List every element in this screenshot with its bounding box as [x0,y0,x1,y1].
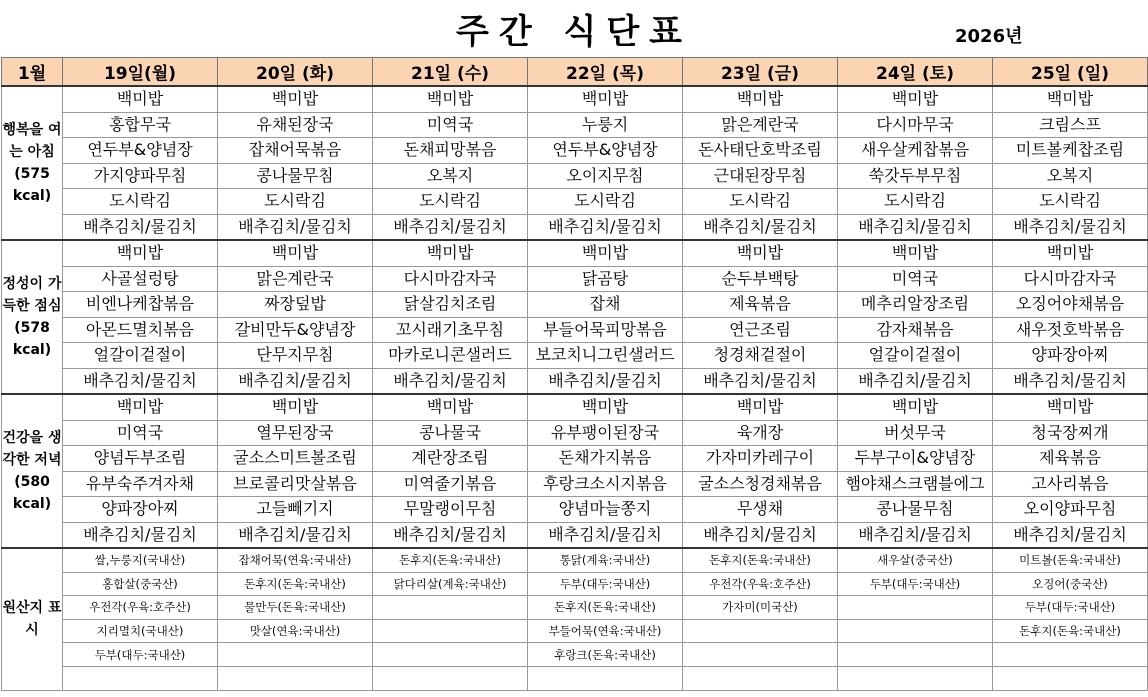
origin-item [838,619,993,643]
origin-item [218,666,373,690]
menu-item: 메추리알장조림 [838,292,993,318]
menu-item: 브로콜리맛살볶음 [218,471,373,497]
menu-item: 백미밥 [218,86,373,112]
menu-item: 돈사태단호박조림 [683,138,838,164]
menu-item: 연근조림 [683,317,838,343]
page-title: 주간 식단표 [455,12,693,52]
meal-row [2,471,1148,497]
day-header: 25일 (일) [993,58,1148,87]
menu-item: 유부숙주겨자채 [63,471,218,497]
menu-item: 유부팽이된장국 [528,420,683,446]
menu-item: 아몬드멸치볶음 [63,317,218,343]
menu-item: 오복지 [373,163,528,189]
origin-row [2,666,1148,690]
menu-item: 계란장조림 [373,446,528,472]
menu-item: 배추김치/물김치 [63,522,218,548]
menu-item: 도시락김 [373,189,528,215]
origin-item: 우전각(우육:호주산) [63,596,218,620]
meal-row [2,420,1148,446]
origin-item [63,666,218,690]
menu-item: 쑥갓두부무침 [838,163,993,189]
menu-item: 후랑크소시지볶음 [528,471,683,497]
day-header: 21일 (수) [373,58,528,87]
menu-item: 닭살김치조림 [373,292,528,318]
meal-row [2,446,1148,472]
menu-item: 배추김치/물김치 [373,522,528,548]
origin-item: 지리멸치(국내산) [63,619,218,643]
menu-item: 백미밥 [528,394,683,420]
menu-item: 연두부&양념장 [63,138,218,164]
origin-item: 쌀,누룽지(국내산) [63,548,218,572]
menu-item: 배추김치/물김치 [683,214,838,240]
origin-item: 부들어묵(연육:국내산) [528,619,683,643]
origin-item: 미트볼(돈육:국내산) [993,548,1148,572]
menu-item: 도시락김 [993,189,1148,215]
origin-item [373,666,528,690]
menu-item: 배추김치/물김치 [63,368,218,394]
menu-item: 다시마감자국 [993,266,1148,292]
menu-item: 단무지무침 [218,343,373,369]
meal-row [2,522,1148,548]
origin-item [683,643,838,667]
menu-item: 백미밥 [373,240,528,266]
meal-row [2,497,1148,523]
origin-item: 후랑크(돈육:국내산) [528,643,683,667]
title-bar [0,0,1148,57]
menu-table [1,57,1148,691]
day-header: 23일 (금) [683,58,838,87]
menu-item: 배추김치/물김치 [838,522,993,548]
meal-row [2,138,1148,164]
menu-item: 백미밥 [528,86,683,112]
menu-item: 얼갈이겉절이 [838,343,993,369]
menu-item: 육개장 [683,420,838,446]
meal-row [2,86,1148,112]
origin-item [683,666,838,690]
menu-item: 배추김치/물김치 [683,522,838,548]
origin-item: 돈후지(돈육:국내산) [528,596,683,620]
menu-item: 비엔나케찹볶음 [63,292,218,318]
origin-item: 우전각(우육:호주산) [683,572,838,596]
menu-item: 양파장아찌 [63,497,218,523]
menu-item: 다시마무국 [838,112,993,138]
menu-item: 배추김치/물김치 [838,214,993,240]
menu-item: 배추김치/물김치 [993,522,1148,548]
menu-item: 오이지무침 [528,163,683,189]
day-header: 19일(월) [63,58,218,87]
menu-item: 무생채 [683,497,838,523]
menu-item: 배추김치/물김치 [993,214,1148,240]
origin-item: 돈후지(돈육:국내산) [993,619,1148,643]
origin-item: 돈후지(돈육:국내산) [373,548,528,572]
menu-item: 오징어야채볶음 [993,292,1148,318]
menu-item: 연두부&양념장 [528,138,683,164]
meal-row [2,317,1148,343]
menu-item: 배추김치/물김치 [63,214,218,240]
menu-item: 백미밥 [63,86,218,112]
menu-item: 배추김치/물김치 [528,214,683,240]
origin-row [2,619,1148,643]
menu-item: 돈채피망볶음 [373,138,528,164]
menu-item: 콩나물무침 [838,497,993,523]
menu-item: 양념두부조림 [63,446,218,472]
menu-item: 배추김치/물김치 [528,368,683,394]
menu-item: 가자미카레구이 [683,446,838,472]
menu-item: 백미밥 [683,240,838,266]
day-header: 24일 (토) [838,58,993,87]
menu-item: 백미밥 [63,240,218,266]
menu-item: 굴소스미트볼조림 [218,446,373,472]
origin-item: 닭다리살(계육:국내산) [373,572,528,596]
menu-item: 꼬시래기초무침 [373,317,528,343]
menu-item: 마카로니콘샐러드 [373,343,528,369]
menu-item: 콩나물무침 [218,163,373,189]
origin-item [993,666,1148,690]
menu-item: 양파장아찌 [993,343,1148,369]
menu-item: 배추김치/물김치 [373,214,528,240]
menu-item: 백미밥 [218,240,373,266]
menu-item: 백미밥 [993,240,1148,266]
menu-item: 백미밥 [683,394,838,420]
menu-item: 청국장찌개 [993,420,1148,446]
origin-item: 맛살(연육:국내산) [218,619,373,643]
menu-item: 오이양파무침 [993,497,1148,523]
origin-item: 돈후지(돈육:국내산) [218,572,373,596]
origin-item [838,666,993,690]
origin-item: 가자미(미국산) [683,596,838,620]
menu-item: 두부구이&양념장 [838,446,993,472]
menu-item: 제육볶음 [683,292,838,318]
origin-row [2,643,1148,667]
menu-item: 오복지 [993,163,1148,189]
origin-item: 통닭(계육:국내산) [528,548,683,572]
menu-item: 배추김치/물김치 [993,368,1148,394]
meal-label: 행복을 여는 아침 (575 kcal) [2,86,63,240]
origin-item: 두부(대두:국내산) [63,643,218,667]
meal-row [2,292,1148,318]
menu-item: 얼갈이겉절이 [63,343,218,369]
menu-item: 짜장덮밥 [218,292,373,318]
menu-item: 백미밥 [373,86,528,112]
origin-item: 홍합살(중국산) [63,572,218,596]
menu-item: 크림스프 [993,112,1148,138]
menu-item: 맑은계란국 [683,112,838,138]
day-header: 22일 (목) [528,58,683,87]
menu-item: 백미밥 [993,86,1148,112]
menu-item: 도시락김 [63,189,218,215]
menu-item: 배추김치/물김치 [218,522,373,548]
meal-row [2,163,1148,189]
menu-item: 미역국 [373,112,528,138]
origin-row [2,596,1148,620]
menu-item: 백미밥 [838,394,993,420]
menu-item: 부들어묵피망볶음 [528,317,683,343]
menu-item: 양념마늘쫑지 [528,497,683,523]
menu-item: 감자채볶음 [838,317,993,343]
meal-row [2,343,1148,369]
menu-item: 새우살케찹볶음 [838,138,993,164]
month-cell: 1월 [2,58,63,87]
menu-item: 고들빼기지 [218,497,373,523]
menu-item: 사골설렁탕 [63,266,218,292]
menu-item: 배추김치/물김치 [683,368,838,394]
origin-row [2,548,1148,572]
menu-item: 백미밥 [528,240,683,266]
menu-item: 백미밥 [683,86,838,112]
menu-item: 유채된장국 [218,112,373,138]
menu-item: 홍합무국 [63,112,218,138]
meal-row [2,240,1148,266]
menu-item: 도시락김 [683,189,838,215]
origin-item [838,643,993,667]
menu-item: 제육볶음 [993,446,1148,472]
menu-item: 근대된장무침 [683,163,838,189]
origin-item: 두부(대두:국내산) [838,572,993,596]
meal-row [2,112,1148,138]
origin-item: 두부(대두:국내산) [993,596,1148,620]
day-header: 20일 (화) [218,58,373,87]
menu-item: 잡채 [528,292,683,318]
menu-item: 순두부백탕 [683,266,838,292]
menu-item: 보코치니그린샐러드 [528,343,683,369]
meal-label: 정성이 가득한 점심 (578 kcal) [2,240,63,394]
menu-item: 햄야채스크램블에그 [838,471,993,497]
meal-row [2,266,1148,292]
menu-item: 굴소스청경채볶음 [683,471,838,497]
menu-item: 백미밥 [373,394,528,420]
menu-item: 백미밥 [838,86,993,112]
origin-item [373,596,528,620]
menu-item: 백미밥 [63,394,218,420]
origin-item: 물만두(돈육:국내산) [218,596,373,620]
header-row [2,58,1148,87]
menu-item: 배추김치/물김치 [373,368,528,394]
meal-row [2,189,1148,215]
menu-item: 콩나물국 [373,420,528,446]
menu-item: 누룽지 [528,112,683,138]
menu-item: 가지양파무침 [63,163,218,189]
menu-item: 갈비만두&양념장 [218,317,373,343]
menu-item: 미역국 [838,266,993,292]
origin-row [2,572,1148,596]
menu-item: 도시락김 [838,189,993,215]
meal-row [2,394,1148,420]
origin-item [993,643,1148,667]
meal-label: 건강을 생각한 저녁 (580 kcal) [2,394,63,548]
origin-item [528,666,683,690]
menu-item: 새우젓호박볶음 [993,317,1148,343]
origin-item: 두부(대두:국내산) [528,572,683,596]
origin-item [838,596,993,620]
origin-item [218,643,373,667]
menu-item: 맑은계란국 [218,266,373,292]
menu-item: 닭곰탕 [528,266,683,292]
menu-item: 미역줄기볶음 [373,471,528,497]
menu-item: 청경채겉절이 [683,343,838,369]
menu-item: 백미밥 [993,394,1148,420]
menu-item: 무말랭이무침 [373,497,528,523]
menu-item: 배추김치/물김치 [528,522,683,548]
origin-item [373,619,528,643]
origin-item: 돈후지(돈육:국내산) [683,548,838,572]
origin-label: 원산지 표시 [2,548,63,690]
menu-item: 고사리볶음 [993,471,1148,497]
menu-item: 다시마감자국 [373,266,528,292]
menu-item: 배추김치/물김치 [838,368,993,394]
menu-item: 미트볼케찹조림 [993,138,1148,164]
menu-item: 돈채가지볶음 [528,446,683,472]
menu-item: 열무된장국 [218,420,373,446]
meal-row [2,214,1148,240]
origin-item: 새우살(중국산) [838,548,993,572]
menu-item: 도시락김 [528,189,683,215]
menu-item: 배추김치/물김치 [218,214,373,240]
menu-item: 백미밥 [218,394,373,420]
menu-item: 잡채어묵볶음 [218,138,373,164]
year-label: 2026년 [955,26,1023,47]
menu-item: 백미밥 [838,240,993,266]
origin-item [373,643,528,667]
origin-item: 오징어(중국산) [993,572,1148,596]
menu-item: 도시락김 [218,189,373,215]
origin-item: 잡채어묵(연육:국내산) [218,548,373,572]
menu-item: 미역국 [63,420,218,446]
origin-item [683,619,838,643]
menu-item: 버섯무국 [838,420,993,446]
meal-row [2,368,1148,394]
menu-item: 배추김치/물김치 [218,368,373,394]
